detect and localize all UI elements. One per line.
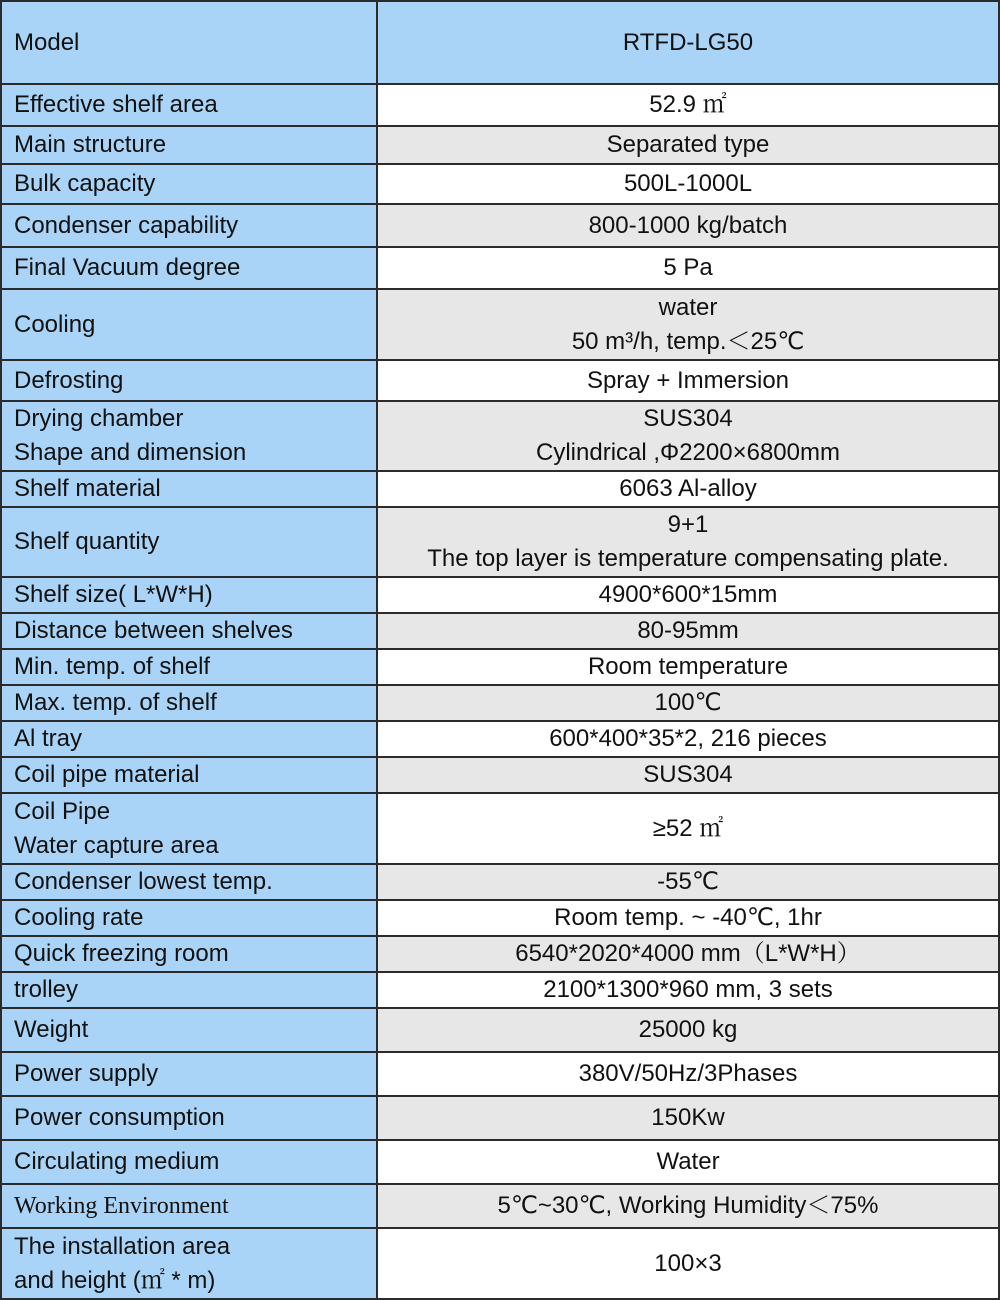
row-value-line: 100℃ [654, 689, 722, 716]
row-label [1, 1140, 377, 1184]
row-label [1, 1228, 377, 1299]
row-label-line: Coil pipe material [14, 761, 200, 788]
table-row [1, 507, 999, 577]
table-row [1, 1052, 999, 1096]
row-label-line: Circulating medium [14, 1148, 220, 1175]
table-row [1, 1228, 999, 1299]
row-label [1, 793, 377, 864]
row-label [1, 1096, 377, 1140]
row-value [377, 649, 999, 685]
row-label [1, 247, 377, 289]
row-label-line: Quick freezing room [14, 940, 229, 967]
table-row [1, 757, 999, 793]
row-label [1, 1008, 377, 1052]
row-label [1, 613, 377, 649]
row-value [377, 757, 999, 793]
row-label [1, 900, 377, 936]
row-label-line: The installation area [14, 1232, 231, 1260]
row-value-line: water [658, 293, 718, 321]
table-row [1, 1184, 999, 1228]
row-value-line: Spray + Immersion [586, 366, 790, 394]
row-value [377, 1184, 999, 1228]
row-label-line: Power supply [14, 1060, 159, 1087]
row-value [377, 126, 999, 164]
row-label-line: Cooling rate [14, 904, 144, 931]
row-value-line: 5 Pa [663, 254, 713, 281]
row-label-line: Bulk capacity [14, 170, 156, 197]
row-value-line: SUS304 [643, 405, 733, 432]
row-value [377, 577, 999, 613]
row-label [1, 471, 377, 507]
row-label-line: Drying chamber [14, 405, 184, 432]
row-value-line: Cylindrical ,Φ2200×6800mm [536, 439, 840, 466]
row-label [1, 401, 377, 471]
table-row [1, 864, 999, 900]
row-value-line: -55℃ [657, 868, 719, 895]
row-label [1, 864, 377, 900]
table-row [1, 84, 999, 126]
row-value-line: 6540*2020*4000 mm（L*W*H） [515, 940, 861, 967]
row-label-line: Shelf quantity [14, 528, 160, 555]
row-value [377, 972, 999, 1008]
row-value [377, 360, 999, 401]
row-value [377, 1140, 999, 1184]
row-value-line: 500L-1000L [623, 170, 753, 197]
row-value-line: SUS304 [643, 761, 733, 788]
row-value-line: Room temp. ~ -40℃, 1hr [554, 904, 822, 931]
row-value-line: 800-1000 kg/batch [588, 211, 788, 239]
row-label [1, 972, 377, 1008]
row-label-line: Final Vacuum degree [14, 254, 241, 281]
row-label-line: Distance between shelves [14, 617, 293, 644]
row-value-line: 50 m³/h, temp.＜25℃ [571, 327, 805, 355]
table-row [1, 685, 999, 721]
table-row [1, 936, 999, 972]
row-label-line: Condenser capability [14, 211, 239, 239]
row-label [1, 577, 377, 613]
table-row [1, 577, 999, 613]
row-value [377, 936, 999, 972]
row-label [1, 1, 377, 84]
table-row [1, 360, 999, 401]
table-row [1, 471, 999, 507]
row-label-line: Al tray [14, 725, 83, 752]
table-row [1, 972, 999, 1008]
row-value [377, 164, 999, 204]
row-label [1, 1052, 377, 1096]
row-label-line: Condenser lowest temp. [14, 868, 273, 895]
row-label [1, 507, 377, 577]
row-label-line: Shelf material [14, 475, 161, 502]
row-value [377, 247, 999, 289]
row-value [377, 1052, 999, 1096]
row-value-line: 52.9 ㎡ [649, 91, 727, 118]
table-row-model [1, 1, 999, 84]
row-value-line: 150Kw [651, 1104, 725, 1131]
row-label-line: and height (㎡ * m) [14, 1266, 216, 1294]
row-label-line: Shelf size( L*W*H) [14, 581, 213, 608]
row-value [377, 1228, 999, 1299]
row-value-line: 5℃~30℃, Working Humidity＜75% [497, 1192, 879, 1219]
row-value [377, 471, 999, 507]
row-label [1, 757, 377, 793]
table-row [1, 401, 999, 471]
table-row [1, 793, 999, 864]
row-label-line: Coil Pipe [14, 797, 111, 825]
row-value-line: 4900*600*15mm [598, 581, 778, 608]
row-value [377, 84, 999, 126]
row-value-line: 380V/50Hz/3Phases [578, 1060, 798, 1087]
table-row [1, 289, 999, 360]
row-label [1, 936, 377, 972]
row-label [1, 164, 377, 204]
table-row [1, 126, 999, 164]
table-row [1, 164, 999, 204]
row-label [1, 84, 377, 126]
spec-table-body [1, 1, 999, 1299]
row-label-line: Main structure [14, 131, 167, 158]
table-row [1, 247, 999, 289]
row-value-line: Water [656, 1148, 720, 1175]
table-row [1, 1008, 999, 1052]
row-value-line: The top layer is temperature compensating plate. [427, 545, 949, 572]
row-label-line: Effective shelf area [14, 91, 218, 118]
row-label-line: Weight [14, 1016, 89, 1043]
row-value [377, 900, 999, 936]
row-value [377, 1008, 999, 1052]
row-label-line: Shape and dimension [14, 439, 247, 466]
table-row [1, 721, 999, 757]
row-value [377, 864, 999, 900]
table-row [1, 1096, 999, 1140]
row-value-line: 80-95mm [637, 617, 739, 644]
row-value [377, 721, 999, 757]
row-label-line: Working Environment [14, 1193, 229, 1219]
row-value-line: ≥52 ㎡ [652, 814, 724, 842]
row-value-line: 2100*1300*960 mm, 3 sets [543, 976, 833, 1003]
row-label [1, 649, 377, 685]
row-label [1, 685, 377, 721]
row-value-line: 9+1 [667, 511, 709, 538]
row-value [377, 1, 999, 84]
row-value-line: 600*400*35*2, 216 pieces [549, 725, 827, 752]
row-value [377, 613, 999, 649]
row-value [377, 204, 999, 247]
table-row [1, 204, 999, 247]
row-value-line: 6063 Al-alloy [619, 475, 757, 502]
row-label-line: Defrosting [14, 366, 124, 394]
row-value [377, 289, 999, 360]
table-row [1, 649, 999, 685]
row-label [1, 721, 377, 757]
row-value-line: 25000 kg [638, 1016, 738, 1043]
row-label [1, 126, 377, 164]
table-row [1, 900, 999, 936]
row-value [377, 1096, 999, 1140]
row-value-line: RTFD-LG50 [622, 28, 754, 56]
row-value [377, 507, 999, 577]
row-label [1, 289, 377, 360]
row-value-line: 100×3 [654, 1249, 722, 1277]
row-value [377, 793, 999, 864]
row-value [377, 401, 999, 471]
row-value-line: Separated type [606, 131, 770, 158]
row-label [1, 360, 377, 401]
table-row [1, 1140, 999, 1184]
row-label [1, 204, 377, 247]
row-value [377, 685, 999, 721]
row-label-line: Max. temp. of shelf [14, 689, 217, 716]
row-label [1, 1184, 377, 1228]
table-row [1, 613, 999, 649]
row-value-line: Room temperature [587, 653, 789, 680]
row-label-line: Cooling [14, 310, 96, 338]
row-label-line: Power consumption [14, 1104, 225, 1131]
row-label-line: trolley [14, 976, 79, 1003]
row-label-line: Model [14, 28, 80, 56]
row-label-line: Water capture area [14, 831, 219, 859]
row-label-line: Min. temp. of shelf [14, 653, 211, 680]
